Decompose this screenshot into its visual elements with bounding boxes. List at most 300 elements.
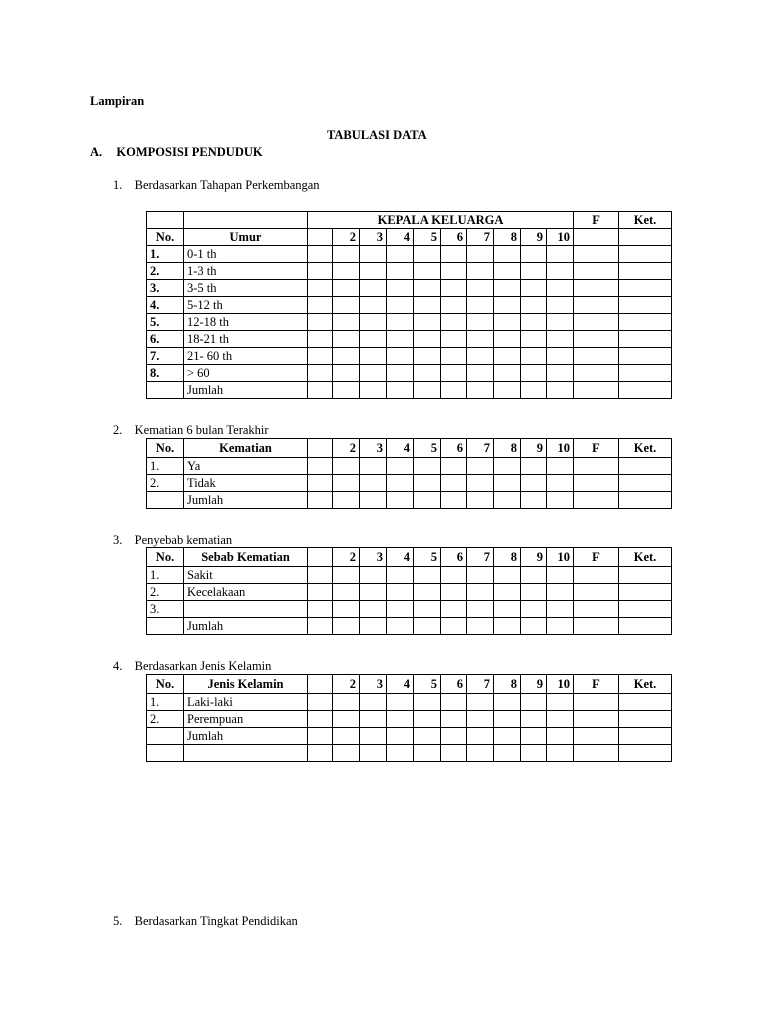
- empty-cell: [494, 492, 521, 509]
- subsection-title: Penyebab kematian: [134, 533, 233, 547]
- empty-cell: [441, 280, 467, 297]
- empty-cell: [521, 728, 547, 745]
- subsection-num: 5.: [113, 914, 123, 928]
- row-label: Tidak: [184, 475, 308, 492]
- column-header-row: [147, 229, 672, 246]
- doc-title: TABULASI DATA: [327, 128, 427, 142]
- empty-cell: [333, 280, 360, 297]
- empty-cell: [467, 280, 494, 297]
- empty-cell: [547, 567, 574, 584]
- empty-cell: [547, 728, 574, 745]
- empty-cell: [441, 382, 467, 399]
- row-number: 3.: [147, 601, 184, 618]
- empty-cell: [387, 567, 414, 584]
- empty-cell: [308, 331, 333, 348]
- subsection-title: Berdasarkan Tingkat Pendidikan: [134, 914, 298, 928]
- empty-cell: [467, 382, 494, 399]
- table-row: [147, 246, 672, 263]
- empty-cell: [574, 331, 619, 348]
- empty-cell: [494, 694, 521, 711]
- empty-cell: [467, 297, 494, 314]
- empty-cell: [467, 314, 494, 331]
- empty-cell: [414, 745, 441, 762]
- empty-cell: [333, 475, 360, 492]
- empty-cell: [467, 584, 494, 601]
- empty-cell: [547, 331, 574, 348]
- empty-cell: [414, 618, 441, 635]
- empty-cell: [494, 246, 521, 263]
- kk-column-header: 7: [467, 675, 494, 694]
- kk-column-header: [308, 439, 333, 458]
- row-number: 8.: [147, 365, 184, 382]
- table-row: [147, 694, 672, 711]
- empty-cell: [521, 492, 547, 509]
- table-row: [147, 314, 672, 331]
- row-label: Perempuan: [184, 711, 308, 728]
- empty-cell: [308, 475, 333, 492]
- empty-cell: [308, 263, 333, 280]
- row-label: Jumlah: [184, 382, 308, 399]
- empty-cell: [619, 618, 672, 635]
- row-label: 0-1 th: [184, 246, 308, 263]
- kk-column-header: 6: [441, 229, 467, 246]
- empty-cell: [414, 348, 441, 365]
- empty-cell: [521, 567, 547, 584]
- empty-cell: [387, 458, 414, 475]
- empty-cell: [521, 601, 547, 618]
- empty-cell: [547, 263, 574, 280]
- header-cell: [184, 212, 308, 229]
- empty-cell: [308, 314, 333, 331]
- kk-column-header: 7: [467, 439, 494, 458]
- empty-cell: [619, 280, 672, 297]
- empty-cell: [387, 601, 414, 618]
- empty-cell: [494, 297, 521, 314]
- empty-cell: [494, 348, 521, 365]
- empty-cell: [521, 475, 547, 492]
- kk-column-header: 2: [333, 439, 360, 458]
- empty-cell: [414, 584, 441, 601]
- empty-cell: [494, 584, 521, 601]
- f-cell: [574, 229, 619, 246]
- category-header: Kematian: [184, 439, 308, 458]
- empty-cell: [441, 246, 467, 263]
- kk-column-header: 7: [467, 229, 494, 246]
- empty-cell: [387, 246, 414, 263]
- empty-cell: [521, 745, 547, 762]
- empty-cell: [360, 365, 387, 382]
- empty-cell: [308, 601, 333, 618]
- empty-cell: [441, 314, 467, 331]
- category-header: Jenis Kelamin: [184, 675, 308, 694]
- kk-column-header: [308, 675, 333, 694]
- table-row: [147, 567, 672, 584]
- empty-cell: [414, 567, 441, 584]
- empty-cell: [619, 297, 672, 314]
- row-label: Jumlah: [184, 492, 308, 509]
- table-row: [147, 348, 672, 365]
- empty-cell: [619, 365, 672, 382]
- ket-header: Ket.: [619, 675, 672, 694]
- no-header: No.: [147, 229, 184, 246]
- empty-cell: [387, 297, 414, 314]
- kk-column-header: [308, 229, 333, 246]
- empty-cell: [521, 694, 547, 711]
- row-label: 3-5 th: [184, 280, 308, 297]
- empty-cell: [619, 601, 672, 618]
- empty-cell: [387, 475, 414, 492]
- ket-header: Ket.: [619, 548, 672, 567]
- table-row: [147, 458, 672, 475]
- table-tahapan-perkembangan: [146, 211, 672, 399]
- empty-cell: [414, 475, 441, 492]
- empty-cell: [494, 314, 521, 331]
- empty-cell: [441, 584, 467, 601]
- empty-cell: [360, 314, 387, 331]
- empty-cell: [574, 382, 619, 399]
- ket-cell: [619, 229, 672, 246]
- kk-column-header: 2: [333, 548, 360, 567]
- row-number: 2.: [147, 584, 184, 601]
- empty-cell: [387, 492, 414, 509]
- empty-cell: [441, 297, 467, 314]
- empty-cell: [547, 475, 574, 492]
- empty-cell: [441, 475, 467, 492]
- kk-column-header: 9: [521, 439, 547, 458]
- empty-cell: [441, 711, 467, 728]
- empty-cell: [574, 618, 619, 635]
- row-number: 7.: [147, 348, 184, 365]
- row-label: 1-3 th: [184, 263, 308, 280]
- empty-cell: [467, 492, 494, 509]
- empty-cell: [308, 458, 333, 475]
- empty-cell: [360, 745, 387, 762]
- empty-cell: [547, 711, 574, 728]
- empty-cell: [521, 331, 547, 348]
- empty-cell: [387, 618, 414, 635]
- empty-cell: [360, 618, 387, 635]
- empty-cell: [387, 584, 414, 601]
- empty-cell: [308, 365, 333, 382]
- table-row: [147, 280, 672, 297]
- empty-cell: [467, 365, 494, 382]
- empty-cell: [360, 601, 387, 618]
- row-number: [147, 382, 184, 399]
- empty-cell: [308, 348, 333, 365]
- empty-cell: [387, 694, 414, 711]
- table-penyebab-kematian: [146, 547, 672, 635]
- row-label: Ya: [184, 458, 308, 475]
- empty-cell: [547, 584, 574, 601]
- empty-cell: [521, 458, 547, 475]
- empty-cell: [333, 711, 360, 728]
- empty-cell: [360, 458, 387, 475]
- empty-cell: [619, 458, 672, 475]
- empty-cell: [574, 694, 619, 711]
- empty-cell: [467, 711, 494, 728]
- section-letter: A.: [90, 145, 103, 159]
- empty-cell: [360, 728, 387, 745]
- empty-cell: [547, 618, 574, 635]
- empty-cell: [333, 297, 360, 314]
- empty-cell: [414, 365, 441, 382]
- empty-cell: [574, 348, 619, 365]
- kk-column-header: 10: [547, 548, 574, 567]
- kk-column-header: 3: [360, 229, 387, 246]
- kk-column-header: 3: [360, 439, 387, 458]
- f-header: F: [574, 548, 619, 567]
- kk-column-header: 8: [494, 439, 521, 458]
- row-label: Laki-laki: [184, 694, 308, 711]
- row-number: 2.: [147, 711, 184, 728]
- subsection-5: [113, 914, 298, 929]
- row-number: 1.: [147, 246, 184, 263]
- empty-cell: [360, 584, 387, 601]
- empty-cell: [360, 331, 387, 348]
- kk-column-header: 6: [441, 548, 467, 567]
- empty-cell: [494, 280, 521, 297]
- kk-column-header: [308, 548, 333, 567]
- empty-cell: [441, 492, 467, 509]
- empty-cell: [574, 475, 619, 492]
- empty-cell: [494, 567, 521, 584]
- subsection-num: 3.: [113, 533, 123, 547]
- empty-cell: [414, 711, 441, 728]
- empty-cell: [467, 458, 494, 475]
- ket-header: Ket.: [619, 212, 672, 229]
- empty-cell: [574, 280, 619, 297]
- table-kematian: [146, 438, 672, 509]
- kk-column-header: 2: [333, 675, 360, 694]
- empty-cell: [333, 246, 360, 263]
- kk-column-header: 4: [387, 229, 414, 246]
- kk-column-header: 10: [547, 229, 574, 246]
- kk-column-header: 4: [387, 439, 414, 458]
- section-title: KOMPOSISI PENDUDUK: [116, 145, 263, 159]
- empty-cell: [333, 728, 360, 745]
- empty-cell: [494, 263, 521, 280]
- empty-cell: [441, 694, 467, 711]
- f-header: F: [574, 675, 619, 694]
- empty-cell: [574, 728, 619, 745]
- category-header: Sebab Kematian: [184, 548, 308, 567]
- empty-cell: [521, 314, 547, 331]
- kk-column-header: 5: [414, 675, 441, 694]
- empty-cell: [547, 280, 574, 297]
- empty-cell: [333, 314, 360, 331]
- table-row: [147, 382, 672, 399]
- empty-cell: [574, 745, 619, 762]
- empty-cell: [308, 618, 333, 635]
- empty-cell: [521, 297, 547, 314]
- empty-cell: [547, 246, 574, 263]
- empty-cell: [619, 246, 672, 263]
- empty-cell: [494, 601, 521, 618]
- empty-cell: [467, 246, 494, 263]
- table-row: [147, 365, 672, 382]
- kk-column-header: 5: [414, 229, 441, 246]
- empty-cell: [619, 331, 672, 348]
- table-row: [147, 728, 672, 745]
- empty-cell: [387, 745, 414, 762]
- kk-column-header: 10: [547, 439, 574, 458]
- kk-column-header: 9: [521, 675, 547, 694]
- empty-cell: [467, 348, 494, 365]
- empty-cell: [494, 365, 521, 382]
- empty-cell: [333, 263, 360, 280]
- empty-cell: [387, 365, 414, 382]
- empty-cell: [387, 711, 414, 728]
- empty-cell: [308, 711, 333, 728]
- row-label: [184, 745, 308, 762]
- empty-cell: [494, 458, 521, 475]
- subsection-title: Kematian 6 bulan Terakhir: [134, 423, 269, 437]
- row-number: [147, 728, 184, 745]
- empty-cell: [308, 280, 333, 297]
- empty-cell: [414, 314, 441, 331]
- kepala-keluarga-header: KEPALA KELUARGA: [308, 212, 574, 229]
- empty-cell: [547, 492, 574, 509]
- row-number: 5.: [147, 314, 184, 331]
- empty-cell: [414, 246, 441, 263]
- empty-cell: [574, 263, 619, 280]
- empty-cell: [441, 745, 467, 762]
- empty-cell: [467, 745, 494, 762]
- row-label: [184, 601, 308, 618]
- empty-cell: [360, 711, 387, 728]
- kk-column-header: 2: [333, 229, 360, 246]
- empty-cell: [333, 694, 360, 711]
- empty-cell: [441, 458, 467, 475]
- empty-cell: [521, 618, 547, 635]
- empty-cell: [574, 711, 619, 728]
- empty-cell: [387, 280, 414, 297]
- empty-cell: [574, 567, 619, 584]
- empty-cell: [467, 728, 494, 745]
- subsection-1: [113, 178, 320, 193]
- table-row: [147, 492, 672, 509]
- row-number: [147, 492, 184, 509]
- empty-cell: [574, 458, 619, 475]
- subsection-title: Berdasarkan Tahapan Perkembangan: [134, 178, 320, 192]
- header-cell: [147, 212, 184, 229]
- empty-cell: [547, 314, 574, 331]
- empty-cell: [387, 331, 414, 348]
- empty-cell: [441, 618, 467, 635]
- kk-column-header: 10: [547, 675, 574, 694]
- table-row: [147, 475, 672, 492]
- empty-cell: [387, 348, 414, 365]
- empty-cell: [521, 365, 547, 382]
- row-number: 6.: [147, 331, 184, 348]
- row-number: [147, 618, 184, 635]
- f-header: F: [574, 439, 619, 458]
- empty-cell: [467, 618, 494, 635]
- kk-column-header: 6: [441, 675, 467, 694]
- empty-cell: [521, 246, 547, 263]
- empty-cell: [360, 263, 387, 280]
- empty-cell: [574, 584, 619, 601]
- row-label: 12-18 th: [184, 314, 308, 331]
- row-number: 1.: [147, 458, 184, 475]
- empty-cell: [619, 728, 672, 745]
- empty-cell: [521, 348, 547, 365]
- empty-cell: [387, 728, 414, 745]
- empty-cell: [414, 492, 441, 509]
- kk-column-header: 5: [414, 439, 441, 458]
- kk-column-header: 4: [387, 675, 414, 694]
- empty-cell: [467, 475, 494, 492]
- empty-cell: [308, 382, 333, 399]
- table-row: [147, 584, 672, 601]
- table-row: [147, 711, 672, 728]
- row-number: 1.: [147, 694, 184, 711]
- empty-cell: [494, 475, 521, 492]
- empty-cell: [467, 331, 494, 348]
- kk-column-header: 8: [494, 548, 521, 567]
- table-row: [147, 745, 672, 762]
- table-row: [147, 263, 672, 280]
- row-label: Jumlah: [184, 728, 308, 745]
- category-header: Umur: [184, 229, 308, 246]
- empty-cell: [333, 331, 360, 348]
- empty-cell: [619, 567, 672, 584]
- empty-cell: [547, 694, 574, 711]
- empty-cell: [308, 567, 333, 584]
- row-number: 4.: [147, 297, 184, 314]
- empty-cell: [333, 567, 360, 584]
- empty-cell: [619, 382, 672, 399]
- empty-cell: [414, 382, 441, 399]
- empty-cell: [574, 246, 619, 263]
- empty-cell: [360, 246, 387, 263]
- empty-cell: [414, 458, 441, 475]
- empty-cell: [619, 711, 672, 728]
- empty-cell: [360, 492, 387, 509]
- no-header: No.: [147, 439, 184, 458]
- column-header-row: [147, 675, 672, 694]
- empty-cell: [619, 348, 672, 365]
- row-label: 5-12 th: [184, 297, 308, 314]
- empty-cell: [333, 365, 360, 382]
- empty-cell: [574, 297, 619, 314]
- empty-cell: [441, 567, 467, 584]
- empty-cell: [333, 601, 360, 618]
- empty-cell: [441, 348, 467, 365]
- no-header: No.: [147, 548, 184, 567]
- empty-cell: [414, 728, 441, 745]
- empty-cell: [467, 601, 494, 618]
- empty-cell: [414, 297, 441, 314]
- kk-column-header: 9: [521, 548, 547, 567]
- table-row: [147, 601, 672, 618]
- empty-cell: [521, 382, 547, 399]
- empty-cell: [547, 297, 574, 314]
- empty-cell: [308, 492, 333, 509]
- column-header-row: [147, 439, 672, 458]
- empty-cell: [333, 492, 360, 509]
- empty-cell: [494, 745, 521, 762]
- empty-cell: [547, 458, 574, 475]
- empty-cell: [619, 584, 672, 601]
- empty-cell: [387, 314, 414, 331]
- empty-cell: [619, 475, 672, 492]
- ket-header: Ket.: [619, 439, 672, 458]
- lampiran-heading: Lampiran: [90, 94, 145, 108]
- empty-cell: [441, 601, 467, 618]
- empty-cell: [414, 331, 441, 348]
- empty-cell: [360, 297, 387, 314]
